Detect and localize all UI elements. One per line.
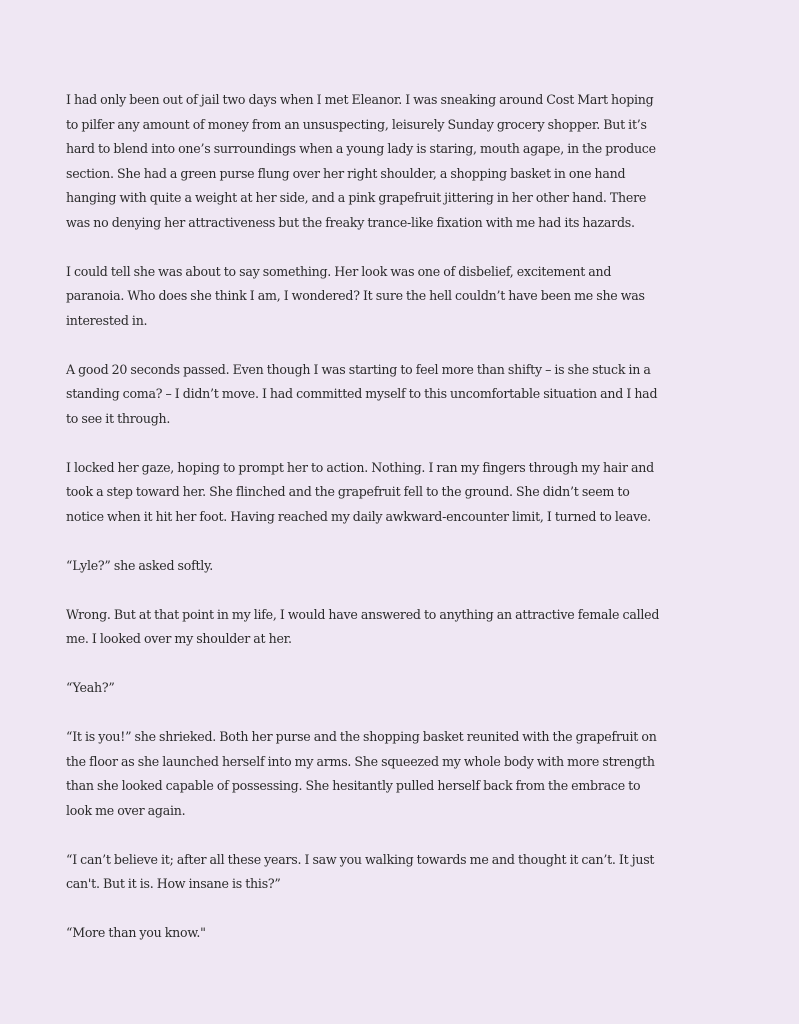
text-line: can't. But it is. How insane is this?” (66, 876, 281, 891)
paragraph (66, 921, 746, 946)
text-line: notice when it hit her foot. Having reached my daily awkward-encounter limit, I turned to leave. (66, 508, 651, 524)
text-line: I had only been out of jail two days when I met Eleanor. I was sneaking around Cost Mart hoping (66, 92, 654, 107)
text-line: look me over again. (66, 802, 186, 818)
document-page (66, 88, 746, 970)
text-line: Wrong. But at that point in my life, I would have answered to anything an attractive female called (66, 606, 660, 622)
paragraph (66, 603, 746, 652)
text-line: hard to blend into one’s surroundings when a young lady is staring, mouth agape, in the produce (66, 141, 656, 156)
paragraph (66, 725, 746, 823)
text-line: section. She had a green purse flung over her right shoulder, a shopping basket in one hand (66, 165, 626, 181)
text-line: A good 20 seconds passed. Even though I was starting to feel more than shifty – is she stuck in a (66, 361, 651, 377)
paragraph (66, 554, 746, 579)
paragraph (66, 260, 746, 334)
text-line: took a step toward her. She flinched and the grapefruit fell to the ground. She didn’t seem to (66, 484, 630, 499)
text-line: “Yeah?” (66, 680, 115, 695)
text-line: I locked her gaze, hoping to prompt her to action. Nothing. I ran my fingers through my hair and (66, 459, 654, 475)
text-line: “It is you!” she shrieked. Both her purse and the shopping basket reunited with the grapefruit on (66, 729, 657, 744)
text-line: interested in. (66, 312, 148, 328)
text-line: than she looked capable of possessing. She hesitantly pulled herself back from the embrace to (66, 778, 641, 793)
text-line: me. I looked over my shoulder at her. (66, 631, 292, 646)
text-line: “I can’t believe it; after all these years. I saw you walking towards me and thought it can’t. It just (66, 851, 655, 867)
text-line: to pilfer any amount of money from an unsuspecting, leisurely Sunday grocery shopper. But it’s (66, 116, 647, 132)
text-line: the floor as she launched herself into my arms. She squeezed my whole body with more strength (66, 753, 655, 769)
text-line: paranoia. Who does she think I am, I wondered? It sure the hell couldn’t have been me she was (66, 288, 645, 303)
paragraph (66, 848, 746, 897)
text-line: “Lyle?” she asked softly. (66, 557, 214, 573)
paragraph (66, 456, 746, 530)
text-line: standing coma? – I didn’t move. I had committed myself to this uncomfortable situation and I had (66, 386, 658, 401)
text-line: to see it through. (66, 410, 171, 426)
text-line: I could tell she was about to say something. Her look was one of disbelief, excitement and (66, 263, 612, 279)
text-line: was no denying her attractiveness but the freaky trance-like fixation with me had its hazards. (66, 214, 635, 230)
paragraph (66, 676, 746, 701)
paragraph (66, 88, 746, 235)
text-line: “More than you know." (66, 925, 206, 940)
text-line: hanging with quite a weight at her side, and a pink grapefruit jittering in her other hand. There (66, 190, 647, 205)
paragraph (66, 358, 746, 432)
